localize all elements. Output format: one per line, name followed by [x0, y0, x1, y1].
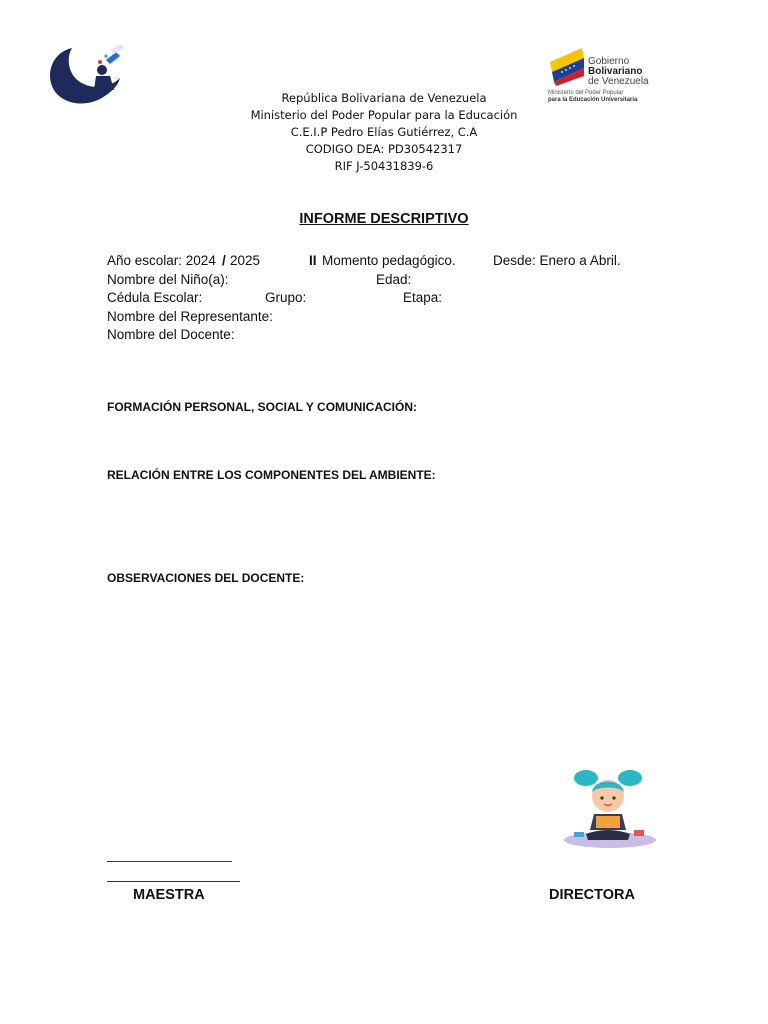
- nino-label: Nombre del Niño(a):: [107, 272, 229, 287]
- anio-slash: /: [222, 253, 226, 268]
- grupo-label: Grupo:: [265, 290, 307, 305]
- edad-label: Edad:: [376, 272, 412, 287]
- document-title: INFORME DESCRIPTIVO: [299, 211, 469, 227]
- document-header: [0, 90, 768, 175]
- cedula-label: Cédula Escolar:: [107, 290, 203, 305]
- header-ministry: Ministerio del Poder Popular para la Educación: [250, 108, 518, 122]
- signature-line-1: [107, 861, 232, 862]
- gov-logo-line1: Gobierno: [588, 56, 630, 67]
- momento-label: Momento pedagógico.: [322, 253, 456, 268]
- momento-roman: II: [309, 253, 317, 268]
- anio-end: 2025: [230, 253, 261, 268]
- girl-reading-illustration: [560, 764, 660, 852]
- header-rif: RIF J-50431839-6: [334, 159, 434, 173]
- gov-logo-sub2: para la Educación Universitaria: [548, 97, 638, 103]
- header-school: C.E.I.P Pedro Elías Gutiérrez, C.A: [290, 125, 478, 139]
- section-formacion: FORMACIÓN PERSONAL, SOCIAL Y COMUNICACIÓN:: [107, 400, 418, 414]
- venezuela-flag-icon: [548, 46, 586, 86]
- signature-directora: DIRECTORA: [549, 887, 635, 903]
- gov-logo-line3: de Venezuela: [588, 76, 649, 87]
- section-relacion: RELACIÓN ENTRE LOS COMPONENTES DEL AMBIENTE:: [107, 468, 436, 482]
- header-country: República Bolivariana de Venezuela: [281, 91, 487, 105]
- gov-logo-line2: Bolivariano: [588, 66, 643, 77]
- etapa-label: Etapa:: [403, 290, 443, 305]
- desde-label: Desde: Enero a Abril.: [493, 253, 621, 268]
- gov-logo-sub1: Ministerio del Poder Popular: [548, 90, 624, 96]
- docente-label: Nombre del Docente:: [107, 327, 235, 342]
- anio-label: Año escolar: 2024: [107, 253, 216, 268]
- signature-line-2: [107, 881, 240, 882]
- header-dea-code: CODIGO DEA: PD30542317: [305, 142, 463, 156]
- representante-label: Nombre del Representante:: [107, 309, 273, 324]
- section-observaciones: OBSERVACIONES DEL DOCENTE:: [107, 571, 305, 585]
- signature-maestra: MAESTRA: [133, 887, 205, 903]
